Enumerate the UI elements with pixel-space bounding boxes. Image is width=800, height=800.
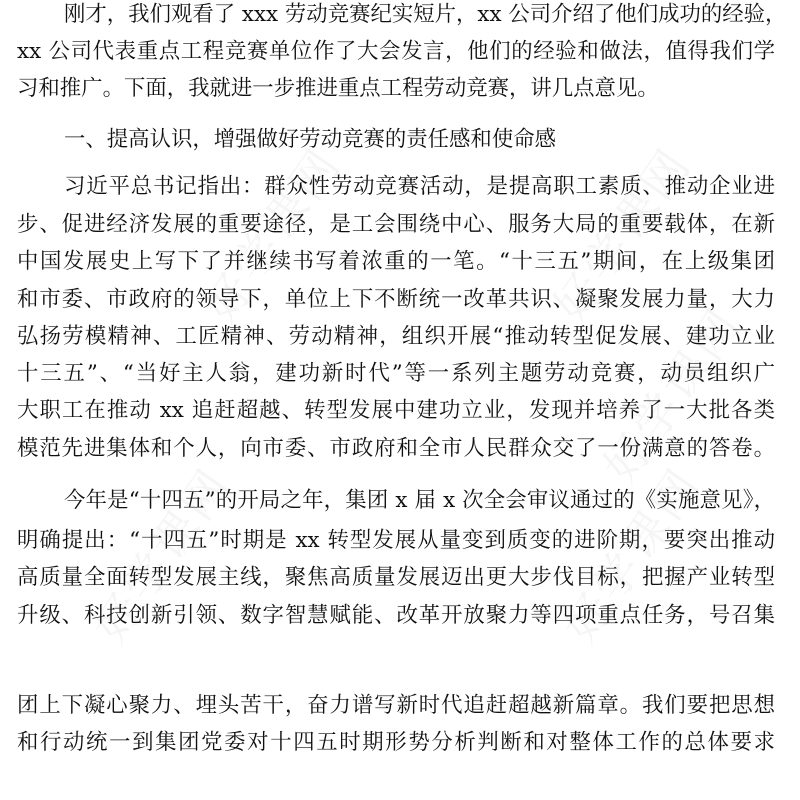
- text-line: 十三五”、“当好主人翁，建功新时代”等一系列主题劳动竞赛，动员组织广: [17, 361, 775, 386]
- watermark: 好学课网: [82, 457, 242, 653]
- watermark: 好学课网: [542, 137, 702, 333]
- text-line: 和市委、市政府的领导下，单位上下不断统一改革共识、凝聚发展力量，大力: [17, 287, 775, 312]
- text-line: 大职工在推动 xx 追赶超越、转型发展中建功立业，发现并培养了一大批各类: [17, 398, 775, 423]
- watermark: 好学课网: [592, 297, 752, 493]
- text-line: 和行动统一到集团党委对十四五时期形势分析判断和对整体工作的总体要求: [17, 730, 775, 755]
- watermark: 好学课网: [552, 457, 712, 653]
- watermark: 好学课网: [192, 137, 352, 333]
- text-line: 刚才，我们观看了 xxx 劳动竞赛纪实短片，xx 公司介绍了他们成功的经验，: [64, 2, 787, 27]
- text-line: 弘扬劳模精神、工匠精神、劳动精神，组织开展“推动转型促发展、建功立业: [17, 324, 775, 349]
- section-heading: 一、提高认识，增强做好劳动竞赛的责任感和使命感: [64, 127, 556, 152]
- text-line: 明确提出：“十四五”时期是 xx 转型发展从量变到质变的进阶期，要突出推动: [17, 528, 775, 553]
- text-line: 升级、科技创新引领、数字智慧赋能、改革开放聚力等四项重点任务，号召集: [17, 603, 775, 628]
- text-line: 今年是“十四五”的开局之年，集团 x 届 x 次全会审议通过的《实施意见》，: [64, 488, 775, 513]
- text-line: 习近平总书记指出：群众性劳动竞赛活动，是提高职工素质、推动企业进: [64, 174, 775, 199]
- text-line: 团上下凝心聚力、埋头苦干，奋力谱写新时代追赶超越新篇章。我们要把思想: [17, 693, 775, 718]
- text-line: 习和推广。下面，我就进一步推进重点工程劳动竞赛，讲几点意见。: [17, 76, 659, 101]
- text-line: 模范先进集体和个人，向市委、市政府和全市人民群众交了一份满意的答卷。: [17, 436, 775, 461]
- text-line: 高质量全面转型发展主线，聚焦高质量发展迈出更大步伐目标，把握产业转型: [17, 565, 775, 590]
- text-line: xx 公司代表重点工程竞赛单位作了大会发言，他们的经验和做法，值得我们学: [17, 39, 775, 64]
- text-line: 中国发展史上写下了并继续书写着浓重的一笔。“十三五”期间，在上级集团: [17, 249, 775, 274]
- text-line: 步、促进经济发展的重要途径，是工会围绕中心、服务大局的重要载体，在新: [17, 212, 775, 237]
